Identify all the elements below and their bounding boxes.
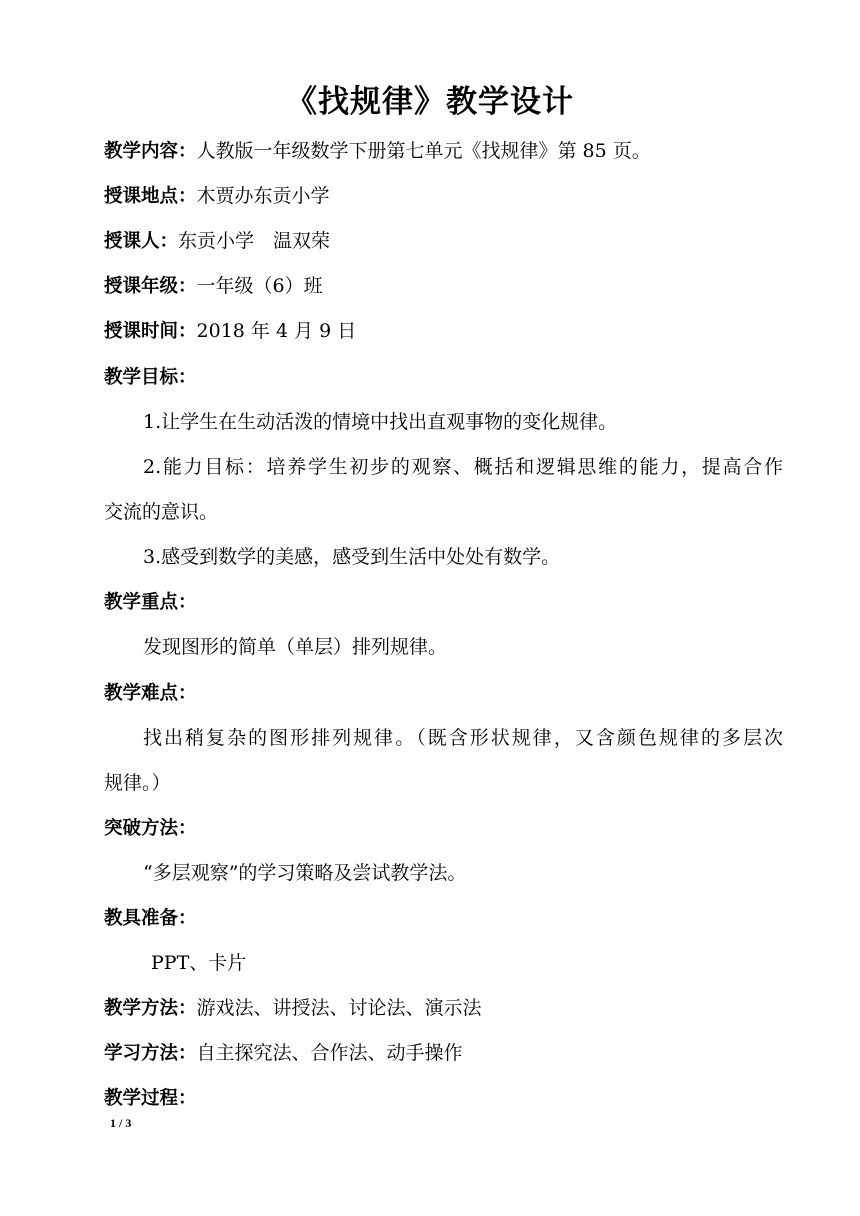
goal-3: 3.感受到数学的美感，感受到生活中处处有数学。: [143, 546, 561, 568]
difficulty-line-2: 规律。）: [104, 772, 171, 794]
teaching-place-line: [104, 182, 784, 211]
key-point-value: 发现图形的简单（单层）排列规律。: [143, 636, 448, 658]
document-title: 《找规律》教学设计: [286, 84, 574, 120]
teaching-content-value: 人教版一年级数学下册第七单元《找规律》第 85 页。: [196, 140, 651, 162]
teaching-content-label: 教学内容：: [104, 141, 197, 162]
grade-label: 授课年级：: [104, 276, 197, 297]
teaching-method-value: 游戏法、讲授法、讨论法、演示法: [196, 997, 482, 1019]
grade-line: [104, 272, 784, 301]
tools-label: 教具准备：: [104, 908, 197, 929]
teaching-time-value: 2018 年 4 月 9 日: [196, 320, 357, 342]
tools-value: PPT、卡片: [151, 952, 247, 974]
difficulty-line-1: 找出稍复杂的图形排列规律。（既含形状规律，又含颜色规律的多层次: [143, 727, 783, 749]
teaching-place-value: 木贾办东贡小学: [196, 185, 330, 207]
process-heading: [104, 1084, 784, 1113]
difficulty-label: 教学难点：: [104, 683, 197, 704]
teaching-method-label: 教学方法：: [104, 998, 197, 1019]
teaching-method-line: [104, 994, 784, 1023]
teaching-place-label: 授课地点：: [104, 186, 197, 207]
breakthrough-value: “多层观察”的学习策略及尝试教学法。: [143, 862, 467, 884]
tools-heading: [104, 904, 784, 933]
learning-method-line: [104, 1039, 784, 1068]
goal-2-line-2: 交流的意识。: [104, 501, 219, 523]
process-label: 教学过程：: [104, 1088, 197, 1109]
goal-2-line-1: 2.能力目标：培养学生初步的观察、概括和逻辑思维的能力，提高合作: [143, 456, 783, 478]
difficulty-heading: [104, 679, 784, 708]
teacher-label: 授课人：: [104, 231, 179, 252]
goal-1: 1.让学生在生动活泼的情境中找出直观事物的变化规律。: [143, 411, 618, 433]
teacher-value: 东贡小学 温双荣: [178, 230, 331, 252]
teaching-time-line: [104, 317, 784, 346]
learning-method-label: 学习方法：: [104, 1043, 197, 1064]
goals-label: 教学目标：: [104, 367, 197, 388]
breakthrough-heading: [104, 814, 784, 843]
goals-heading: [104, 363, 784, 392]
teaching-content-line: [104, 137, 784, 166]
page-number: 1 / 3: [110, 1116, 132, 1130]
teacher-line: [104, 227, 784, 256]
learning-method-value: 自主探究法、合作法、动手操作: [196, 1042, 463, 1064]
key-point-heading: [104, 588, 784, 617]
breakthrough-label: 突破方法：: [104, 818, 197, 839]
grade-value: 一年级（6）班: [196, 275, 323, 297]
teaching-time-label: 授课时间：: [104, 321, 197, 342]
key-point-label: 教学重点：: [104, 592, 197, 613]
